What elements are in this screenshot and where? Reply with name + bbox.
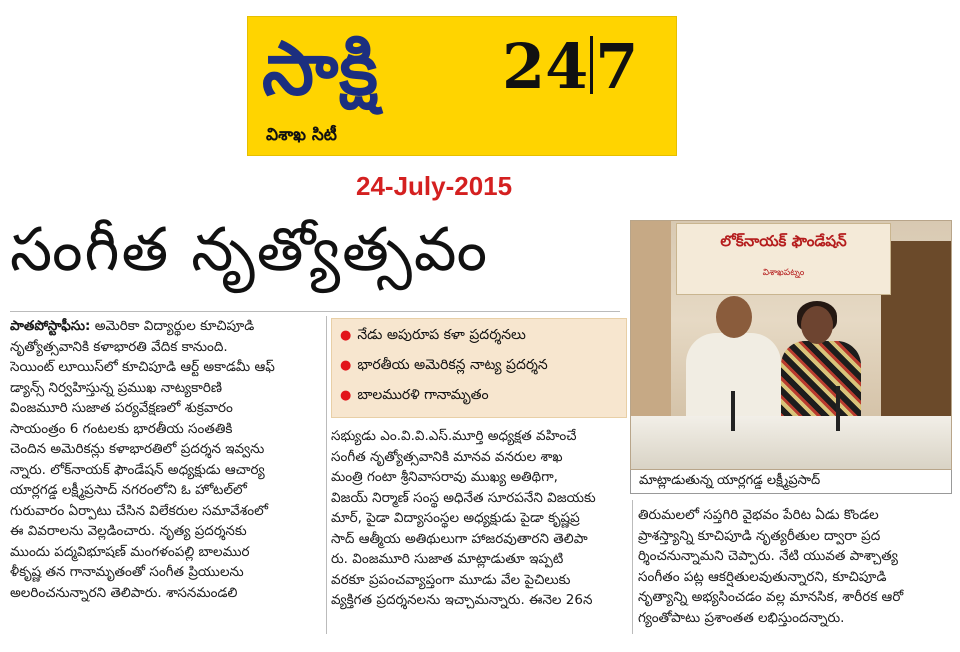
dateline: పాతపోస్టాఫీసు: xyxy=(10,318,91,334)
highlight-text: బాలమురళి గానామృతం xyxy=(357,387,489,403)
bullet-icon: ● xyxy=(340,358,352,373)
photo-window xyxy=(881,241,951,421)
column-line: వ్యక్తిగత ప్రదర్శనలను ఇచ్చామన్నారు. ఈనెల 26న xyxy=(331,592,593,608)
photo-banner-subtext: విశాఖపట్నం xyxy=(762,268,805,278)
column-line: ప్రాశస్త్యాన్ని కూచిపూడి నృత్యరీతుల ద్వారా ప్రద xyxy=(638,527,881,544)
column-line: మంత్రి గంటా శ్రీనివాసరావు ముఖ్య అతిథిగా, xyxy=(331,469,558,485)
column-divider xyxy=(326,316,327,634)
column-line: వరకూ ప్రపంచవ్యాప్తంగా మూడు వేల పైచిలుకు xyxy=(331,571,571,588)
article-date: 24-July-2015 xyxy=(356,171,513,201)
masthead-edition-number: 24 xyxy=(502,30,589,103)
column-divider xyxy=(632,500,633,634)
column-line: రు. వింజమూరి సుజాత మాట్లాడుతూ ఇప్పటి xyxy=(331,551,564,567)
masthead-logo-name: సాక్షి xyxy=(262,26,379,112)
column-line: డ్యాన్స్ నిర్వహిస్తున్న ప్రముఖ నాట్యకారిణి xyxy=(10,379,223,396)
photo-banner-text: లోక్‌నాయక్ ఫౌండేషన్ xyxy=(720,232,847,250)
photo-woman-head xyxy=(801,306,833,344)
column-line: న్నారు. లోక్‌నాయక్ ఫౌండేషన్ అధ్యక్షుడు ఆచార్య xyxy=(10,461,265,478)
highlight-item xyxy=(340,327,526,346)
column-line: ఈ వివరాలను వెల్లడించారు. నృత్య ప్రదర్శనకు xyxy=(10,523,247,539)
article-column-3 xyxy=(638,505,952,628)
article-column-1 xyxy=(10,316,323,603)
column-line: సంగీత నృత్యోత్సవానికి మానవ వనరుల శాఖ xyxy=(331,448,563,465)
masthead-city: విశాఖ సిటీ xyxy=(266,125,337,145)
column-line: సాద్ ఆత్మీయ అతిథులుగా హాజరవుతారని తెలిపా xyxy=(331,530,588,547)
column-line: అలరించనున్నారని తెలిపారు. శాసనమండలి xyxy=(10,584,238,601)
photo-speaker-head xyxy=(716,296,752,338)
column-line-text: అమెరికా విద్యార్థుల కూచిపూడి xyxy=(90,318,255,334)
column-line: నృత్యాన్ని అభ్యసించడం వల్ల మానసిక, శారీరక ఆరో xyxy=(638,589,904,605)
article-headline: సంగీత నృత్యోత్సవం xyxy=(10,215,490,285)
masthead-edition xyxy=(502,27,638,107)
column-line: మార్, పైడా విద్యాసంస్థల అధ్యక్షుడు పైడా కృష్ణప్ర xyxy=(331,510,580,526)
column-line xyxy=(10,316,323,337)
column-line: సంగీతం పట్ల ఆకర్షితులవుతున్నారని, కూచిపూడి xyxy=(638,568,887,585)
column-line: గురువారం ఏర్పాటు చేసిన విలేకరుల సమావేశంలో xyxy=(10,502,269,519)
column-line: సెయింట్ లూయిస్‌లో కూచిపూడి ఆర్ట్ అకాడమీ ఆఫ్ xyxy=(10,359,275,375)
highlight-item xyxy=(340,357,548,376)
bullet-icon: ● xyxy=(340,388,352,403)
column-line: నృత్యోత్సవానికి కళాభారతి వేదిక కానుంది. xyxy=(10,338,228,355)
masthead-divider xyxy=(590,36,593,94)
article-column-2 xyxy=(331,426,627,611)
divider xyxy=(10,311,620,312)
column-line: సభ్యుడు ఎం.వి.వి.ఎస్.మూర్తి అధ్యక్షత వహించే xyxy=(331,428,577,444)
column-line: ముందు పద్మవిభూషణ్ మంగళంపల్లి బాలముర xyxy=(10,543,250,560)
highlights-box xyxy=(331,318,627,418)
column-line: తిరుమలలో సప్తగిరి వైభవం పేరిట ఏడు కొండల xyxy=(638,507,879,523)
bullet-icon: ● xyxy=(340,328,352,343)
microphone-icon xyxy=(836,386,840,431)
masthead-edition-tail: 7 xyxy=(595,30,639,103)
column-line: విజయ్ నిర్మాణ్ సంస్థ అధినేత సూరపనేని విజయకు xyxy=(331,489,596,506)
microphone-icon xyxy=(731,391,735,431)
column-line: వింజమూరి సుజాత పర్యవేక్షణలో శుక్రవారం xyxy=(10,400,233,416)
photo-caption: మాట్లాడుతున్న యార్లగడ్డ లక్ష్మీప్రసాద్ xyxy=(630,470,952,494)
column-line: గ్యంతోపాటు ప్రశాంతత లభిస్తుందన్నారు. xyxy=(638,609,845,626)
column-line: సాయంత్రం 6 గంటలకు భారతీయ సంతతికి xyxy=(10,420,233,437)
column-line: చెందిన అమెరికన్లు కళాభారతిలో ప్రదర్శన ఇవ్వను xyxy=(10,441,265,457)
column-line: యార్లగడ్డ లక్ష్మీప్రసాద్ నగరంలోని ఓ హోటల్‌లో xyxy=(10,482,247,498)
highlight-text: భారతీయ అమెరికన్ల నాట్య ప్రదర్శన xyxy=(357,357,548,373)
highlight-item xyxy=(340,387,489,406)
photo-table xyxy=(631,416,951,470)
highlight-text: నేడు అపురూప కళా ప్రదర్శనలు xyxy=(357,327,526,343)
masthead xyxy=(247,16,677,156)
photo-banner xyxy=(676,223,891,295)
article-photo xyxy=(630,220,952,470)
column-line: ళీకృష్ణ తన గానామృతంతో సంగీత ప్రియులను xyxy=(10,564,244,580)
column-line: ర్శించనున్నామని చెప్పారు. నేటి యువత పాశ్చాత్య xyxy=(638,548,898,564)
